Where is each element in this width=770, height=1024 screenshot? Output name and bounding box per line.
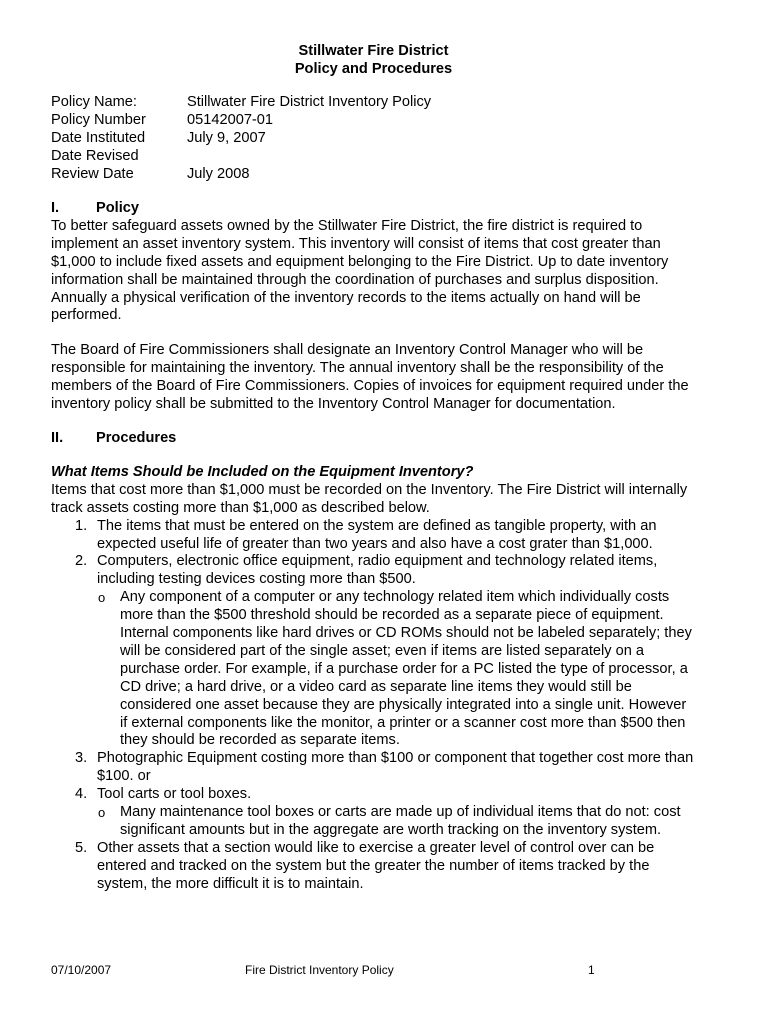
meta-row-number xyxy=(51,112,696,130)
list-item xyxy=(51,786,696,840)
policy-paragraph: To better safeguard assets owned by the Stillwater Fire District, the fire district is required to implement an asset inventory system. This inventory will consist of items that cost greater than $1,000 to include fixed assets and equipment belonging to the Fire District. Up to date inventory information shall be maintained through the coordination of purchases and surplus disposition. Annually a physical verification of the inventory records to the items actually on hand will be performed. xyxy=(51,217,669,324)
sub-list-item xyxy=(97,589,696,750)
list-item xyxy=(51,750,696,786)
list-item-text: Tool carts or tool boxes. xyxy=(97,786,252,803)
inventory-criteria-list xyxy=(51,518,696,894)
section-title: Procedures xyxy=(96,429,177,446)
meta-value: 05142007-01 xyxy=(187,112,274,128)
meta-row-review xyxy=(51,166,696,184)
list-number: 4. xyxy=(75,786,88,803)
meta-value: July 2008 xyxy=(187,166,250,182)
meta-value xyxy=(187,148,696,166)
list-item-text: The items that must be entered on the system are defined as tangible property, with an expected useful life of greater than two years and also have a cost grater than $1,000. xyxy=(97,517,657,552)
meta-label: Review Date xyxy=(51,166,134,182)
sub-list-text: Any component of a computer or any technology related item which individually costs more than the $500 threshold should be recorded as a separate piece of equipment. Internal components like hard drives or CD ROMs should not be labeled separately; they will be considered part of the single asset; even if items are listed separately on a purchase order. For example, if a purchase order for a PC listed the type of processor, a CD drive; a hard drive, or a video card as separate line items they would still be considered one asset because they are physically integrated into a single unit. However if external components like the monitor, a printer or a scanner cost more than $500 then they should be recorded as separate items. xyxy=(120,589,692,749)
list-number: 2. xyxy=(75,553,88,570)
list-item xyxy=(51,840,696,894)
meta-label: Date Revised xyxy=(51,148,139,164)
doc-title: Policy and Procedures xyxy=(294,61,453,77)
section-heading-procedures xyxy=(51,430,696,448)
sub-list xyxy=(97,804,696,840)
procedures-subheading: What Items Should be Included on the Equipment Inventory? xyxy=(51,463,474,480)
policy-meta xyxy=(51,94,696,184)
section-title: Policy xyxy=(96,200,139,216)
section-number: I. xyxy=(51,200,60,216)
org-title: Stillwater Fire District xyxy=(298,43,449,59)
meta-value: July 9, 2007 xyxy=(187,130,266,146)
meta-row-revised xyxy=(51,148,696,166)
list-number: 1. xyxy=(75,517,88,534)
list-item xyxy=(51,518,696,554)
list-item-text: Other assets that a section would like to exercise a greater level of control over can be entered and tracked on the system but the greater the number of items tracked by the system, the more difficult it is to maintain. xyxy=(97,839,655,892)
circle-bullet-icon: o xyxy=(98,805,106,821)
circle-bullet-icon: o xyxy=(98,590,106,606)
section-number: II. xyxy=(51,429,64,446)
page-footer xyxy=(51,962,611,978)
meta-label: Policy Number xyxy=(51,112,146,128)
sub-list-text: Many maintenance tool boxes or carts are made up of individual items that do not: cost significant amounts but in the aggregate are worth tracking on the inventory system. xyxy=(120,804,681,838)
meta-label: Policy Name: xyxy=(51,94,137,110)
meta-row-instituted xyxy=(51,130,696,148)
sub-list xyxy=(97,589,696,750)
page-number: 1 xyxy=(588,963,595,977)
list-item-text: Photographic Equipment costing more than $100 or component that together cost more than $100. or xyxy=(97,750,694,785)
footer-date: 07/10/2007 xyxy=(51,963,112,977)
meta-value: Stillwater Fire District Inventory Policy xyxy=(187,94,432,110)
policy-paragraph: The Board of Fire Commissioners shall designate an Inventory Control Manager who will be responsible for maintaining the inventory. The annual inventory shall be the responsibility of the members of the Board of Fire Commissioners. Copies of invoices for equipment required under the inventory policy shall be submitted to the Inventory Control Manager for documentation. xyxy=(51,342,689,413)
footer-title: Fire District Inventory Policy xyxy=(245,963,394,977)
list-number: 3. xyxy=(75,750,88,767)
meta-row-name xyxy=(51,94,696,112)
sub-list-item xyxy=(97,804,696,840)
document-page xyxy=(51,42,696,894)
procedures-intro: Items that cost more than $1,000 must be recorded on the Inventory. The Fire District will internally track assets costing more than $1,000 as described below. xyxy=(51,481,688,516)
list-item xyxy=(51,553,696,750)
section-heading-policy xyxy=(51,200,696,218)
list-item-text: Computers, electronic office equipment, radio equipment and technology related items, including testing devices costing more than $500. xyxy=(97,553,658,588)
list-number: 5. xyxy=(75,839,88,856)
meta-label: Date Instituted xyxy=(51,130,146,146)
